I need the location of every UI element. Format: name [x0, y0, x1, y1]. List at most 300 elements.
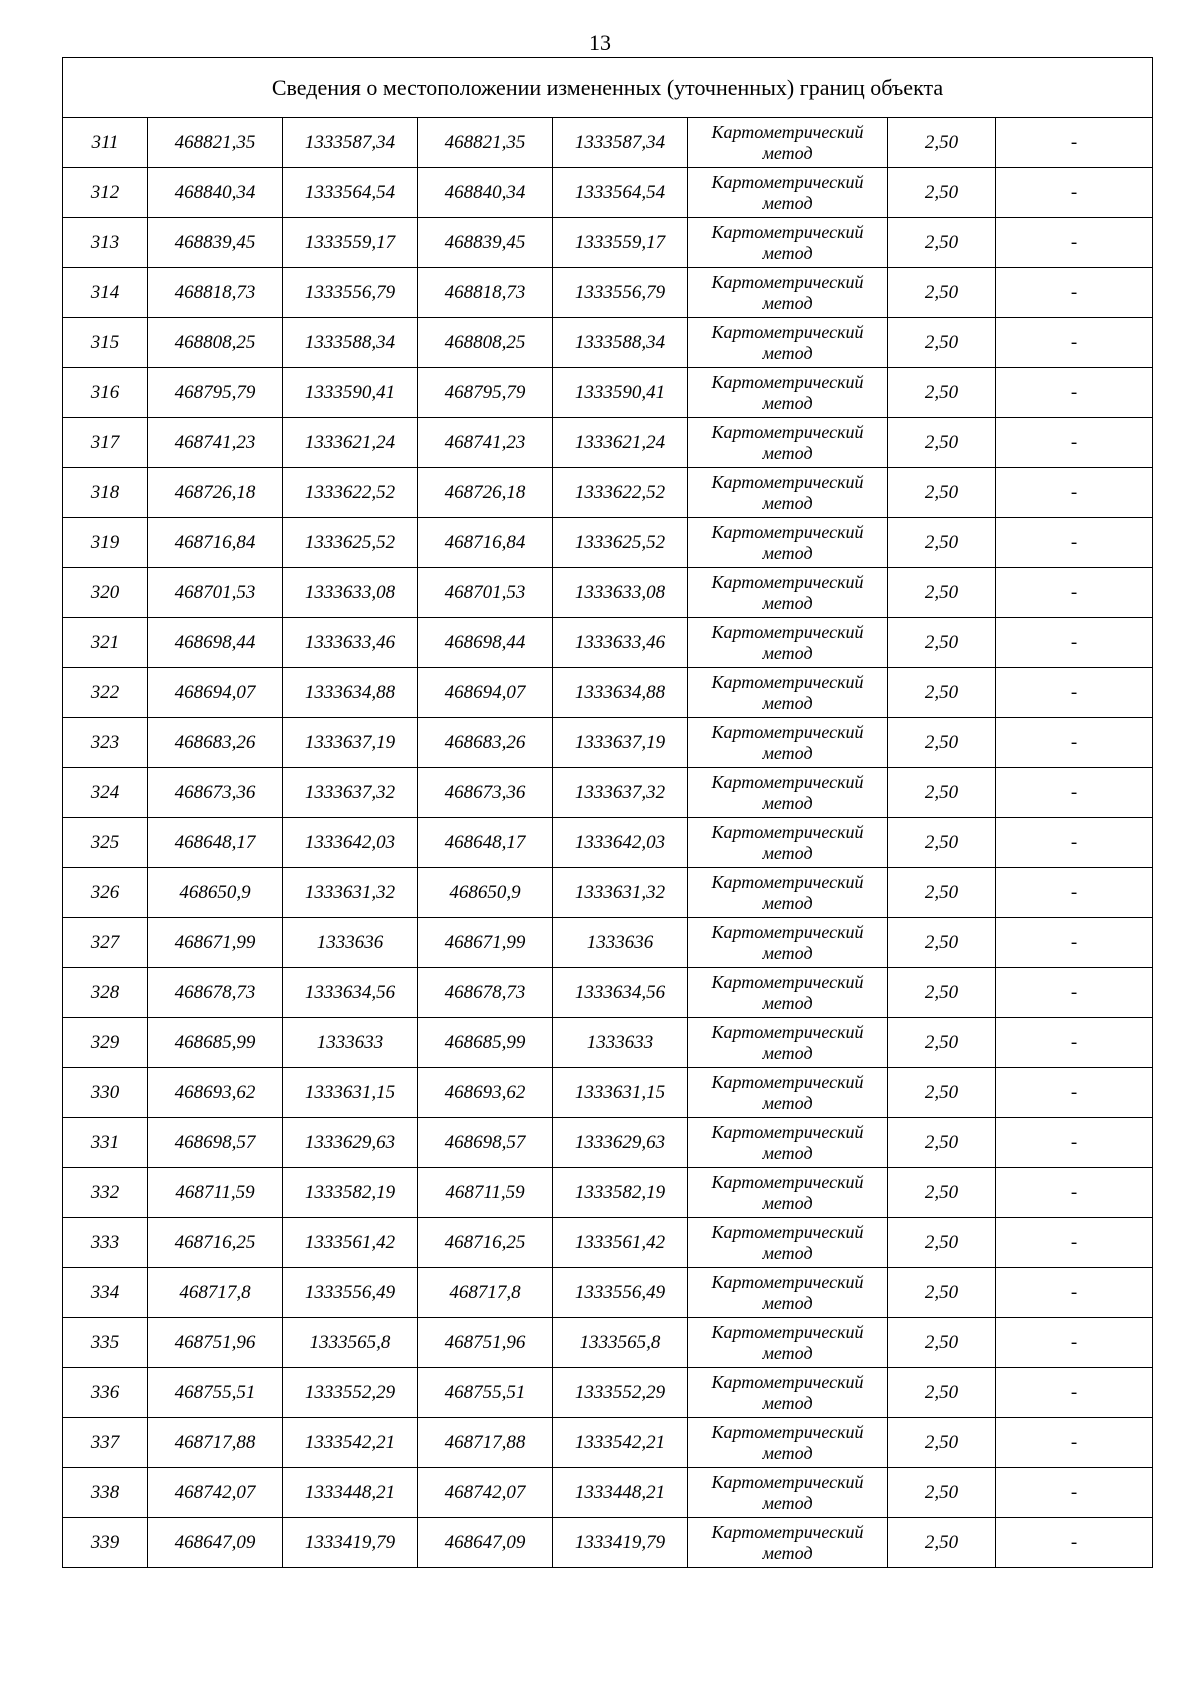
- existing-x-cell: 468650,9: [148, 868, 283, 918]
- table-row: [63, 1118, 1153, 1168]
- method-cell: [688, 1268, 888, 1318]
- point-number-cell: 316: [63, 368, 148, 418]
- table-row: [63, 1268, 1153, 1318]
- note-cell: -: [996, 218, 1153, 268]
- note-cell: -: [996, 1368, 1153, 1418]
- existing-x-cell: 468751,96: [148, 1318, 283, 1368]
- note-cell: -: [996, 1018, 1153, 1068]
- table-row: [63, 268, 1153, 318]
- method-cell: [688, 468, 888, 518]
- method-line-2: метод: [762, 692, 813, 713]
- existing-x-cell: 468716,25: [148, 1218, 283, 1268]
- refined-x-cell: 468698,44: [418, 618, 553, 668]
- table-row: [63, 1318, 1153, 1368]
- point-number-cell: 315: [63, 318, 148, 368]
- point-number-cell: 325: [63, 818, 148, 868]
- method-cell: [688, 318, 888, 368]
- existing-x-cell: 468741,23: [148, 418, 283, 468]
- existing-x-cell: 468717,8: [148, 1268, 283, 1318]
- accuracy-cell: 2,50: [888, 418, 996, 468]
- point-number-cell: 312: [63, 168, 148, 218]
- refined-y-cell: 1333637,32: [553, 768, 688, 818]
- existing-x-cell: 468693,62: [148, 1068, 283, 1118]
- refined-y-cell: 1333556,49: [553, 1268, 688, 1318]
- method-line-2: метод: [762, 442, 813, 463]
- method-line-2: метод: [762, 1192, 813, 1213]
- method-cell: [688, 768, 888, 818]
- existing-x-cell: 468726,18: [148, 468, 283, 518]
- refined-x-cell: 468650,9: [418, 868, 553, 918]
- point-number-cell: 327: [63, 918, 148, 968]
- method-line-2: метод: [762, 642, 813, 663]
- method-cell: [688, 668, 888, 718]
- point-number-cell: 326: [63, 868, 148, 918]
- refined-y-cell: 1333633,46: [553, 618, 688, 668]
- note-cell: -: [996, 1218, 1153, 1268]
- method-line-1: Картометрический: [711, 1221, 864, 1242]
- existing-y-cell: 1333582,19: [283, 1168, 418, 1218]
- refined-y-cell: 1333542,21: [553, 1418, 688, 1468]
- table-row: [63, 768, 1153, 818]
- method-cell: [688, 1118, 888, 1168]
- refined-x-cell: 468726,18: [418, 468, 553, 518]
- method-line-2: метод: [762, 342, 813, 363]
- existing-x-cell: 468795,79: [148, 368, 283, 418]
- accuracy-cell: 2,50: [888, 118, 996, 168]
- method-cell: [688, 1168, 888, 1218]
- existing-y-cell: 1333642,03: [283, 818, 418, 868]
- table-row: [63, 168, 1153, 218]
- method-line-2: метод: [762, 992, 813, 1013]
- method-line-2: метод: [762, 1492, 813, 1513]
- note-cell: -: [996, 568, 1153, 618]
- existing-y-cell: 1333565,8: [283, 1318, 418, 1368]
- existing-y-cell: 1333590,41: [283, 368, 418, 418]
- accuracy-cell: 2,50: [888, 1068, 996, 1118]
- refined-y-cell: 1333633,08: [553, 568, 688, 618]
- refined-y-cell: 1333633: [553, 1018, 688, 1068]
- method-line-2: метод: [762, 1342, 813, 1363]
- existing-x-cell: 468818,73: [148, 268, 283, 318]
- refined-x-cell: 468685,99: [418, 1018, 553, 1068]
- note-cell: -: [996, 518, 1153, 568]
- point-number-cell: 317: [63, 418, 148, 468]
- method-line-1: Картометрический: [711, 371, 864, 392]
- note-cell: -: [996, 1468, 1153, 1518]
- existing-y-cell: 1333625,52: [283, 518, 418, 568]
- refined-x-cell: 468678,73: [418, 968, 553, 1018]
- accuracy-cell: 2,50: [888, 1368, 996, 1418]
- method-line-1: Картометрический: [711, 321, 864, 342]
- method-line-1: Картометрический: [711, 1271, 864, 1292]
- method-line-2: метод: [762, 1042, 813, 1063]
- method-line-1: Картометрический: [711, 971, 864, 992]
- existing-x-cell: 468821,35: [148, 118, 283, 168]
- refined-y-cell: 1333448,21: [553, 1468, 688, 1518]
- point-number-cell: 338: [63, 1468, 148, 1518]
- method-line-1: Картометрический: [711, 921, 864, 942]
- existing-y-cell: 1333448,21: [283, 1468, 418, 1518]
- accuracy-cell: 2,50: [888, 1468, 996, 1518]
- existing-y-cell: 1333419,79: [283, 1518, 418, 1568]
- method-line-2: метод: [762, 242, 813, 263]
- accuracy-cell: 2,50: [888, 568, 996, 618]
- method-line-1: Картометрический: [711, 671, 864, 692]
- method-line-1: Картометрический: [711, 1171, 864, 1192]
- refined-x-cell: 468742,07: [418, 1468, 553, 1518]
- table-row: [63, 1218, 1153, 1268]
- point-number-cell: 314: [63, 268, 148, 318]
- note-cell: -: [996, 1518, 1153, 1568]
- method-line-1: Картометрический: [711, 871, 864, 892]
- method-cell: [688, 218, 888, 268]
- refined-y-cell: 1333556,79: [553, 268, 688, 318]
- existing-y-cell: 1333636: [283, 918, 418, 968]
- method-line-1: Картометрический: [711, 1021, 864, 1042]
- table-row: [63, 218, 1153, 268]
- refined-x-cell: 468839,45: [418, 218, 553, 268]
- refined-y-cell: 1333561,42: [553, 1218, 688, 1268]
- refined-y-cell: 1333629,63: [553, 1118, 688, 1168]
- accuracy-cell: 2,50: [888, 1168, 996, 1218]
- existing-y-cell: 1333621,24: [283, 418, 418, 468]
- existing-x-cell: 468671,99: [148, 918, 283, 968]
- table-row: [63, 418, 1153, 468]
- method-cell: [688, 1068, 888, 1118]
- point-number-cell: 324: [63, 768, 148, 818]
- method-cell: [688, 618, 888, 668]
- existing-y-cell: 1333588,34: [283, 318, 418, 368]
- note-cell: -: [996, 868, 1153, 918]
- method-line-2: метод: [762, 1142, 813, 1163]
- note-cell: -: [996, 1168, 1153, 1218]
- point-number-cell: 339: [63, 1518, 148, 1568]
- method-line-2: метод: [762, 1292, 813, 1313]
- refined-y-cell: 1333634,56: [553, 968, 688, 1018]
- table-row: [63, 1368, 1153, 1418]
- method-line-1: Картометрический: [711, 771, 864, 792]
- existing-y-cell: 1333633,08: [283, 568, 418, 618]
- point-number-cell: 311: [63, 118, 148, 168]
- method-line-2: метод: [762, 142, 813, 163]
- note-cell: -: [996, 618, 1153, 668]
- method-line-2: метод: [762, 392, 813, 413]
- note-cell: -: [996, 918, 1153, 968]
- table-row: [63, 1418, 1153, 1468]
- table-row: [63, 368, 1153, 418]
- table-row: [63, 718, 1153, 768]
- refined-y-cell: 1333559,17: [553, 218, 688, 268]
- existing-x-cell: 468701,53: [148, 568, 283, 618]
- method-cell: [688, 718, 888, 768]
- table-body: [63, 118, 1153, 1568]
- point-number-cell: 322: [63, 668, 148, 718]
- method-line-1: Картометрический: [711, 421, 864, 442]
- refined-y-cell: 1333590,41: [553, 368, 688, 418]
- table-row: [63, 1018, 1153, 1068]
- existing-y-cell: 1333564,54: [283, 168, 418, 218]
- refined-y-cell: 1333631,32: [553, 868, 688, 918]
- accuracy-cell: 2,50: [888, 1518, 996, 1568]
- existing-y-cell: 1333629,63: [283, 1118, 418, 1168]
- method-line-1: Картометрический: [711, 121, 864, 142]
- accuracy-cell: 2,50: [888, 618, 996, 668]
- method-line-2: метод: [762, 792, 813, 813]
- table-row: [63, 618, 1153, 668]
- accuracy-cell: 2,50: [888, 318, 996, 368]
- method-cell: [688, 868, 888, 918]
- existing-x-cell: 468717,88: [148, 1418, 283, 1468]
- existing-y-cell: 1333631,15: [283, 1068, 418, 1118]
- method-cell: [688, 368, 888, 418]
- method-cell: [688, 968, 888, 1018]
- method-cell: [688, 1418, 888, 1468]
- accuracy-cell: 2,50: [888, 1018, 996, 1068]
- method-line-1: Картометрический: [711, 1521, 864, 1542]
- method-line-1: Картометрический: [711, 1071, 864, 1092]
- existing-y-cell: 1333622,52: [283, 468, 418, 518]
- method-line-1: Картометрический: [711, 1121, 864, 1142]
- method-line-1: Картометрический: [711, 1321, 864, 1342]
- existing-x-cell: 468808,25: [148, 318, 283, 368]
- refined-x-cell: 468683,26: [418, 718, 553, 768]
- method-line-1: Картометрический: [711, 621, 864, 642]
- table-row: [63, 868, 1153, 918]
- point-number-cell: 336: [63, 1368, 148, 1418]
- table-row: [63, 818, 1153, 868]
- note-cell: -: [996, 1318, 1153, 1368]
- method-line-1: Картометрический: [711, 1471, 864, 1492]
- method-line-2: метод: [762, 292, 813, 313]
- refined-y-cell: 1333637,19: [553, 718, 688, 768]
- table-title-row: [63, 58, 1153, 118]
- refined-x-cell: 468716,25: [418, 1218, 553, 1268]
- point-number-cell: 318: [63, 468, 148, 518]
- point-number-cell: 332: [63, 1168, 148, 1218]
- accuracy-cell: 2,50: [888, 1268, 996, 1318]
- method-line-2: метод: [762, 842, 813, 863]
- accuracy-cell: 2,50: [888, 768, 996, 818]
- existing-y-cell: 1333561,42: [283, 1218, 418, 1268]
- refined-x-cell: 468698,57: [418, 1118, 553, 1168]
- point-number-cell: 331: [63, 1118, 148, 1168]
- method-line-1: Картометрический: [711, 471, 864, 492]
- existing-y-cell: 1333634,88: [283, 668, 418, 718]
- table-row: [63, 968, 1153, 1018]
- point-number-cell: 334: [63, 1268, 148, 1318]
- method-cell: [688, 418, 888, 468]
- method-line-1: Картометрический: [711, 171, 864, 192]
- existing-x-cell: 468839,45: [148, 218, 283, 268]
- refined-x-cell: 468711,59: [418, 1168, 553, 1218]
- existing-y-cell: 1333556,79: [283, 268, 418, 318]
- method-cell: [688, 268, 888, 318]
- method-cell: [688, 568, 888, 618]
- existing-y-cell: 1333556,49: [283, 1268, 418, 1318]
- refined-y-cell: 1333622,52: [553, 468, 688, 518]
- existing-y-cell: 1333542,21: [283, 1418, 418, 1468]
- refined-x-cell: 468808,25: [418, 318, 553, 368]
- refined-y-cell: 1333634,88: [553, 668, 688, 718]
- refined-x-cell: 468648,17: [418, 818, 553, 868]
- refined-y-cell: 1333625,52: [553, 518, 688, 568]
- method-line-2: метод: [762, 1542, 813, 1563]
- note-cell: -: [996, 368, 1153, 418]
- note-cell: -: [996, 718, 1153, 768]
- note-cell: -: [996, 1068, 1153, 1118]
- existing-x-cell: 468647,09: [148, 1518, 283, 1568]
- existing-y-cell: 1333634,56: [283, 968, 418, 1018]
- existing-y-cell: 1333637,32: [283, 768, 418, 818]
- refined-x-cell: 468701,53: [418, 568, 553, 618]
- refined-x-cell: 468717,8: [418, 1268, 553, 1318]
- refined-y-cell: 1333419,79: [553, 1518, 688, 1568]
- table-row: [63, 118, 1153, 168]
- accuracy-cell: 2,50: [888, 168, 996, 218]
- table-row: [63, 1468, 1153, 1518]
- method-line-2: метод: [762, 1092, 813, 1113]
- table-row: [63, 918, 1153, 968]
- refined-y-cell: 1333642,03: [553, 818, 688, 868]
- accuracy-cell: 2,50: [888, 1218, 996, 1268]
- method-line-2: метод: [762, 1442, 813, 1463]
- refined-x-cell: 468821,35: [418, 118, 553, 168]
- accuracy-cell: 2,50: [888, 668, 996, 718]
- existing-y-cell: 1333587,34: [283, 118, 418, 168]
- existing-x-cell: 468742,07: [148, 1468, 283, 1518]
- note-cell: -: [996, 968, 1153, 1018]
- existing-x-cell: 468673,36: [148, 768, 283, 818]
- note-cell: -: [996, 418, 1153, 468]
- existing-y-cell: 1333552,29: [283, 1368, 418, 1418]
- accuracy-cell: 2,50: [888, 868, 996, 918]
- existing-y-cell: 1333637,19: [283, 718, 418, 768]
- note-cell: -: [996, 768, 1153, 818]
- method-line-2: метод: [762, 942, 813, 963]
- table-row: [63, 1518, 1153, 1568]
- note-cell: -: [996, 168, 1153, 218]
- accuracy-cell: 2,50: [888, 718, 996, 768]
- existing-x-cell: 468683,26: [148, 718, 283, 768]
- note-cell: -: [996, 468, 1153, 518]
- existing-x-cell: 468698,57: [148, 1118, 283, 1168]
- page-number: 13: [589, 30, 611, 55]
- method-line-1: Картометрический: [711, 1421, 864, 1442]
- accuracy-cell: 2,50: [888, 368, 996, 418]
- refined-x-cell: 468751,96: [418, 1318, 553, 1368]
- accuracy-cell: 2,50: [888, 1418, 996, 1468]
- refined-y-cell: 1333631,15: [553, 1068, 688, 1118]
- point-number-cell: 323: [63, 718, 148, 768]
- refined-x-cell: 468717,88: [418, 1418, 553, 1468]
- point-number-cell: 330: [63, 1068, 148, 1118]
- existing-x-cell: 468716,84: [148, 518, 283, 568]
- existing-x-cell: 468685,99: [148, 1018, 283, 1068]
- refined-x-cell: 468673,36: [418, 768, 553, 818]
- method-line-1: Картометрический: [711, 821, 864, 842]
- refined-x-cell: 468795,79: [418, 368, 553, 418]
- accuracy-cell: 2,50: [888, 1118, 996, 1168]
- refined-y-cell: 1333565,8: [553, 1318, 688, 1368]
- method-cell: [688, 918, 888, 968]
- existing-y-cell: 1333633: [283, 1018, 418, 1068]
- note-cell: -: [996, 318, 1153, 368]
- method-line-2: метод: [762, 192, 813, 213]
- method-line-2: метод: [762, 892, 813, 913]
- accuracy-cell: 2,50: [888, 518, 996, 568]
- method-cell: [688, 1218, 888, 1268]
- method-line-2: метод: [762, 492, 813, 513]
- existing-x-cell: 468755,51: [148, 1368, 283, 1418]
- note-cell: -: [996, 668, 1153, 718]
- point-number-cell: 328: [63, 968, 148, 1018]
- point-number-cell: 333: [63, 1218, 148, 1268]
- table-row: [63, 468, 1153, 518]
- refined-y-cell: 1333582,19: [553, 1168, 688, 1218]
- accuracy-cell: 2,50: [888, 218, 996, 268]
- refined-y-cell: 1333588,34: [553, 318, 688, 368]
- boundary-coordinates-table: [62, 57, 1153, 1568]
- table-row: [63, 568, 1153, 618]
- table-row: [63, 518, 1153, 568]
- method-cell: [688, 1318, 888, 1368]
- note-cell: -: [996, 118, 1153, 168]
- method-line-1: Картометрический: [711, 571, 864, 592]
- refined-x-cell: 468647,09: [418, 1518, 553, 1568]
- existing-y-cell: 1333559,17: [283, 218, 418, 268]
- table-row: [63, 1168, 1153, 1218]
- table-row: [63, 1068, 1153, 1118]
- method-cell: [688, 168, 888, 218]
- note-cell: -: [996, 1418, 1153, 1468]
- refined-x-cell: 468716,84: [418, 518, 553, 568]
- method-line-2: метод: [762, 1392, 813, 1413]
- note-cell: -: [996, 1118, 1153, 1168]
- existing-x-cell: 468648,17: [148, 818, 283, 868]
- existing-x-cell: 468711,59: [148, 1168, 283, 1218]
- accuracy-cell: 2,50: [888, 968, 996, 1018]
- table-row: [63, 668, 1153, 718]
- existing-x-cell: 468698,44: [148, 618, 283, 668]
- note-cell: -: [996, 1268, 1153, 1318]
- method-cell: [688, 118, 888, 168]
- point-number-cell: 335: [63, 1318, 148, 1368]
- refined-x-cell: 468693,62: [418, 1068, 553, 1118]
- accuracy-cell: 2,50: [888, 1318, 996, 1368]
- refined-x-cell: 468818,73: [418, 268, 553, 318]
- method-cell: [688, 1468, 888, 1518]
- point-number-cell: 313: [63, 218, 148, 268]
- method-cell: [688, 1368, 888, 1418]
- refined-x-cell: 468840,34: [418, 168, 553, 218]
- accuracy-cell: 2,50: [888, 918, 996, 968]
- method-line-2: метод: [762, 742, 813, 763]
- method-line-2: метод: [762, 542, 813, 563]
- accuracy-cell: 2,50: [888, 468, 996, 518]
- method-cell: [688, 818, 888, 868]
- refined-x-cell: 468671,99: [418, 918, 553, 968]
- accuracy-cell: 2,50: [888, 818, 996, 868]
- existing-y-cell: 1333633,46: [283, 618, 418, 668]
- method-line-1: Картометрический: [711, 271, 864, 292]
- point-number-cell: 320: [63, 568, 148, 618]
- refined-y-cell: 1333552,29: [553, 1368, 688, 1418]
- point-number-cell: 329: [63, 1018, 148, 1068]
- method-line-1: Картометрический: [711, 721, 864, 742]
- point-number-cell: 321: [63, 618, 148, 668]
- existing-x-cell: 468840,34: [148, 168, 283, 218]
- existing-x-cell: 468694,07: [148, 668, 283, 718]
